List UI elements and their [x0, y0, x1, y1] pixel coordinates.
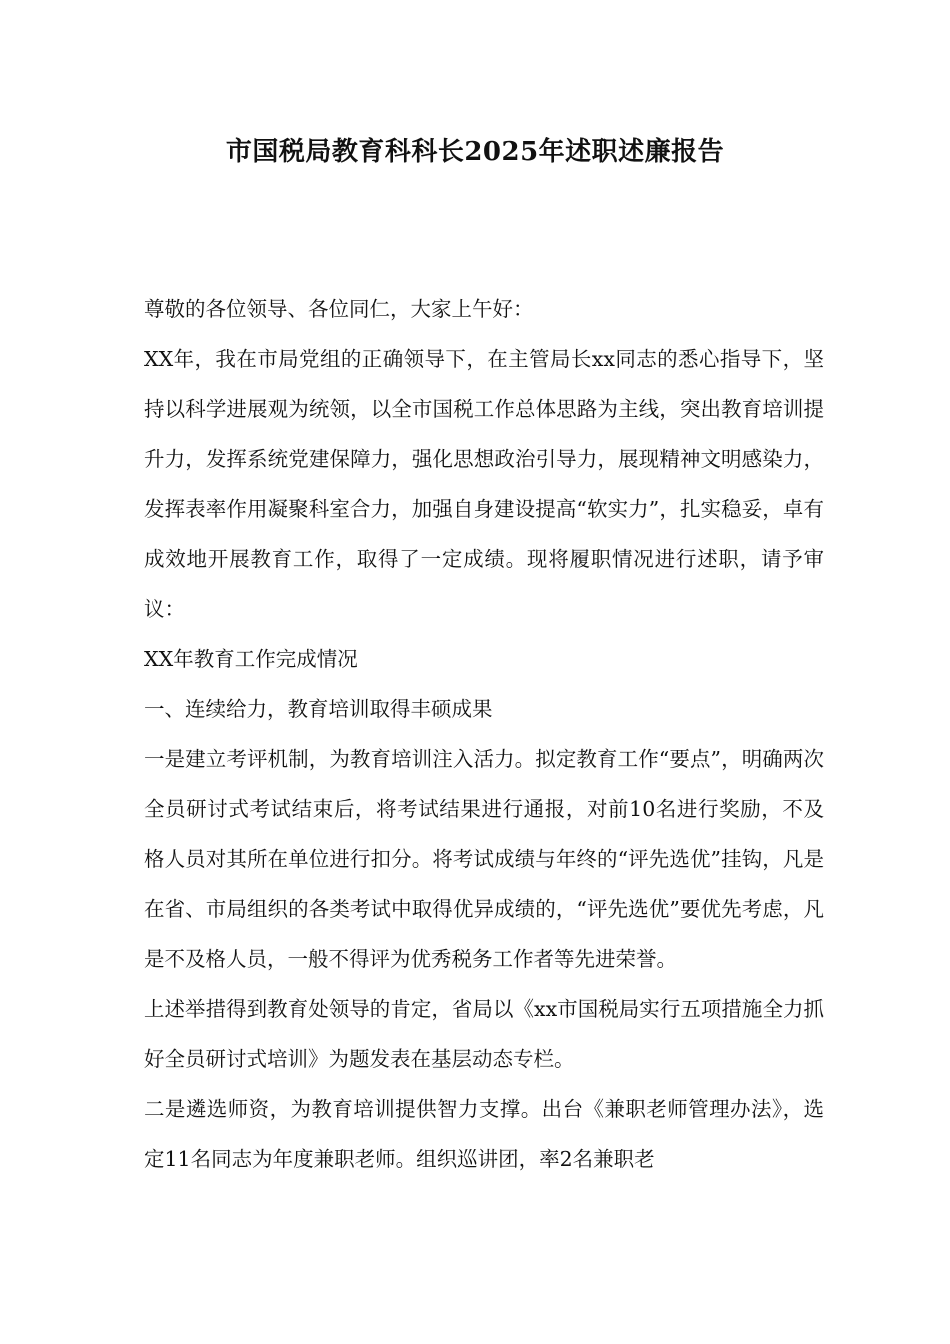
- subsection-heading: 一、连续给力，教育培训取得丰硕成果: [144, 697, 493, 721]
- salutation-paragraph: 尊敬的各位领导、各位同仁，大家上午好：: [144, 297, 534, 321]
- body-paragraph: 二是遴选师资，为教育培训提供智力支撑。出台《兼职老师管理办法》，选定11名同志为年度兼职老师。组织巡讲团，率2名兼职老: [144, 1097, 824, 1171]
- document-title: 市国税局教育科科长2025年述职述廉报告: [225, 137, 725, 167]
- section-heading: XX年教育工作完成情况: [144, 647, 358, 671]
- body-paragraph: 上述举措得到教育处领导的肯定，省局以《xx市国税局实行五项措施全力抓好全员研讨式培训》为题发表在基层动态专栏。: [144, 997, 824, 1071]
- document-body: [144, 284, 824, 1184]
- body-paragraph: 一是建立考评机制，为教育培训注入活力。拟定教育工作“要点”，明确两次全员研讨式考试结束后，将考试结果进行通报，对前10名进行奖励，不及格人员对其所在单位进行扣分。将考试成绩与年终的“评先选优”挂钩，凡是在省、市局组织的各类考试中取得优异成绩的，“评先选优”要优先考虑，凡是不及格人员，一般不得评为优秀税务工作者等先进荣誉。: [144, 747, 824, 971]
- intro-paragraph: XX年，我在市局党组的正确领导下，在主管局长xx同志的悉心指导下，坚持以科学进展观为统领，以全市国税工作总体思路为主线，突出教育培训提升力，发挥系统党建保障力，强化思想政治引导力，展现精神文明感染力，发挥表率作用凝聚科室合力，加强自身建设提高“软实力”，扎实稳妥，卓有成效地开展教育工作，取得了一定成绩。现将履职情况进行述职，请予审议：: [144, 347, 824, 621]
